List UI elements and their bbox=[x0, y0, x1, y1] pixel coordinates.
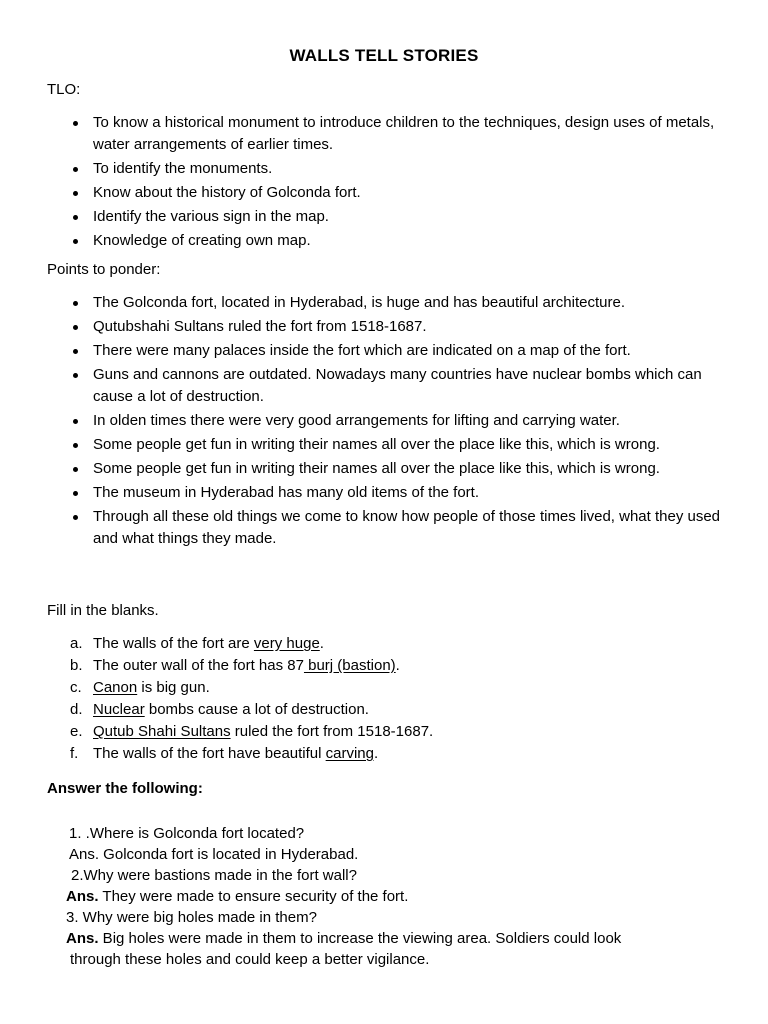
blank-answer: carving bbox=[325, 745, 374, 762]
list-item: b. The outer wall of the fort has 87 burj (bastion). bbox=[70, 657, 400, 674]
blank-answer: very huge bbox=[253, 635, 320, 652]
tlo-heading: TLO: bbox=[47, 81, 81, 98]
blank-answer: Canon bbox=[93, 679, 138, 696]
list-item: Qutubshahi Sultans ruled the fort from 1518-1687. bbox=[47, 316, 728, 338]
question-1: 1. .Where is Golconda fort located? bbox=[69, 825, 305, 842]
ponder-list bbox=[47, 292, 728, 550]
ponder-heading: Points to ponder: bbox=[47, 261, 161, 278]
answers-heading: Answer the following: bbox=[47, 780, 203, 797]
bullet-icon bbox=[73, 373, 78, 378]
question-3: 3. Why were big holes made in them? bbox=[66, 909, 317, 926]
list-item: Know about the history of Golconda fort. bbox=[47, 182, 728, 204]
answer-1: Ans. Golconda fort is located in Hyderabad. bbox=[69, 846, 359, 863]
list-item: Some people get fun in writing their names all over the place like this, which is wrong. bbox=[47, 434, 728, 456]
blank-answer: Nuclear bbox=[93, 701, 145, 718]
page-title: WALLS TELL STORIES bbox=[289, 46, 479, 65]
blank-answer: Qutub Shahi Sultans bbox=[93, 723, 231, 740]
bullet-icon bbox=[73, 349, 78, 354]
bullet-icon bbox=[73, 121, 78, 126]
list-item: There were many palaces inside the fort which are indicated on a map of the fort. bbox=[47, 340, 728, 362]
bullet-icon bbox=[73, 491, 78, 496]
list-item: Some people get fun in writing their names all over the place like this, which is wrong. bbox=[47, 458, 728, 480]
list-item: d. Nuclear bombs cause a lot of destruction. bbox=[70, 701, 369, 718]
list-item: c. Canon is big gun. bbox=[70, 679, 210, 696]
answer-3-continued: through these holes and could keep a better vigilance. bbox=[70, 951, 430, 968]
list-item: Knowledge of creating own map. bbox=[47, 230, 728, 252]
bullet-icon bbox=[73, 167, 78, 172]
answer-2: Ans. They were made to ensure security of the fort. bbox=[66, 888, 409, 905]
list-item: Through all these old things we come to know how people of those times lived, what they used and what things they made. bbox=[47, 506, 728, 550]
list-item: e. Qutub Shahi Sultans ruled the fort from 1518-1687. bbox=[70, 723, 434, 740]
bullet-icon bbox=[73, 191, 78, 196]
list-item: The Golconda fort, located in Hyderabad, is huge and has beautiful architecture. bbox=[47, 292, 728, 314]
blank-answer: burj (bastion) bbox=[303, 657, 396, 674]
list-item: In olden times there were very good arrangements for lifting and carrying water. bbox=[47, 410, 728, 432]
bullet-icon bbox=[73, 515, 78, 520]
bullet-icon bbox=[73, 301, 78, 306]
blanks-heading: Fill in the blanks. bbox=[47, 602, 159, 619]
list-item: f. The walls of the fort have beautiful carving. bbox=[70, 745, 379, 762]
bullet-icon bbox=[73, 419, 78, 424]
list-item: a. The walls of the fort are very huge. bbox=[70, 635, 324, 652]
list-item: To identify the monuments. bbox=[47, 158, 728, 180]
list-item: The museum in Hyderabad has many old items of the fort. bbox=[47, 482, 728, 504]
tlo-list bbox=[47, 112, 728, 252]
bullet-icon bbox=[73, 215, 78, 220]
question-2: 2.Why were bastions made in the fort wall? bbox=[71, 867, 357, 884]
list-item: Identify the various sign in the map. bbox=[47, 206, 728, 228]
answer-3: Ans. Big holes were made in them to increase the viewing area. Soldiers could look bbox=[66, 930, 622, 947]
bullet-icon bbox=[73, 443, 78, 448]
list-item: Guns and cannons are outdated. Nowadays many countries have nuclear bombs which can cause a lot of destruction. bbox=[47, 364, 728, 408]
bullet-icon bbox=[73, 467, 78, 472]
blanks-list bbox=[47, 633, 728, 765]
bullet-icon bbox=[73, 239, 78, 244]
list-item: To know a historical monument to introduce children to the techniques, design uses of metals, water arrangements of earlier times. bbox=[47, 112, 728, 156]
bullet-icon bbox=[73, 325, 78, 330]
